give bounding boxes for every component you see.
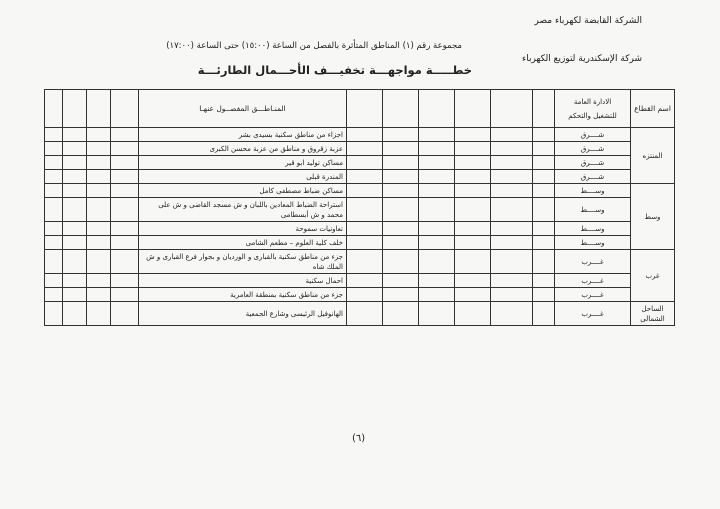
empty-cell [63, 142, 87, 156]
empty-cell [383, 288, 419, 302]
empty-cell [111, 222, 139, 236]
empty-cell [111, 274, 139, 288]
table-row [45, 302, 675, 326]
header-sector: اسم القطاع [631, 90, 675, 128]
empty-cell [455, 142, 491, 156]
admin-cell: شــــرق [555, 156, 631, 170]
empty-cell [455, 274, 491, 288]
empty-cell [87, 302, 111, 326]
area-cell: تعاونيات سموحة [139, 222, 347, 236]
area-cell: احمال سكنية [139, 274, 347, 288]
empty-cell [63, 222, 87, 236]
document-title: خطـــــة مواجهـــة تخفيـــف الأحـــمال الطارئـــة [197, 63, 472, 77]
empty-cell [383, 170, 419, 184]
empty-cell [533, 288, 555, 302]
empty-cell [347, 288, 383, 302]
empty-cell [491, 170, 533, 184]
empty-cell [491, 156, 533, 170]
header-blank [491, 90, 533, 128]
empty-cell [455, 250, 491, 274]
empty-cell [45, 288, 63, 302]
empty-cell [45, 222, 63, 236]
empty-cell [45, 302, 63, 326]
empty-cell [383, 156, 419, 170]
empty-cell [533, 198, 555, 222]
empty-cell [455, 198, 491, 222]
empty-cell [63, 198, 87, 222]
table-row [45, 288, 675, 302]
admin-cell: وســــط [555, 236, 631, 250]
empty-cell [419, 198, 455, 222]
empty-cell [87, 128, 111, 142]
empty-cell [45, 198, 63, 222]
empty-cell [87, 198, 111, 222]
admin-cell: شــــرق [555, 142, 631, 156]
empty-cell [491, 222, 533, 236]
empty-cell [533, 302, 555, 326]
empty-cell [455, 128, 491, 142]
area-cell: استراحة الضباط المعادين باللبان و ش مسجد القاضى و ش على محمد و ش أبسطامى [139, 198, 347, 222]
sector-name: غرب [631, 250, 675, 302]
empty-cell [63, 274, 87, 288]
empty-cell [111, 198, 139, 222]
empty-cell [455, 222, 491, 236]
empty-cell [533, 250, 555, 274]
empty-cell [347, 250, 383, 274]
empty-cell [87, 156, 111, 170]
table-row [45, 184, 675, 198]
admin-cell: غــــرب [555, 274, 631, 288]
empty-cell [491, 274, 533, 288]
area-cell: خلف كلية العلوم – مطعم الشامى [139, 236, 347, 250]
empty-cell [383, 184, 419, 198]
header-blank [45, 90, 63, 128]
area-cell: مساكن ضباط مصطفى كامل [139, 184, 347, 198]
empty-cell [63, 184, 87, 198]
empty-cell [45, 250, 63, 274]
empty-cell [45, 184, 63, 198]
admin-cell: وســــط [555, 222, 631, 236]
header-admin-line2: للتشغيل والتحكم [568, 111, 617, 120]
table-row [45, 156, 675, 170]
empty-cell [87, 142, 111, 156]
empty-cell [491, 128, 533, 142]
subsidiary-name: شركة الإسكندرية لتوزيع الكهرباء [521, 54, 642, 64]
empty-cell [87, 236, 111, 250]
admin-cell: غــــرب [555, 250, 631, 274]
empty-cell [533, 222, 555, 236]
empty-cell [419, 184, 455, 198]
load-shedding-table [44, 89, 675, 326]
table-row [45, 274, 675, 288]
empty-cell [45, 274, 63, 288]
header-blank [455, 90, 491, 128]
empty-cell [111, 184, 139, 198]
empty-cell [63, 170, 87, 184]
empty-cell [383, 128, 419, 142]
area-cell: المندرة قبلى [139, 170, 347, 184]
empty-cell [383, 274, 419, 288]
empty-cell [347, 274, 383, 288]
empty-cell [455, 236, 491, 250]
empty-cell [383, 222, 419, 236]
admin-cell: غــــرب [555, 288, 631, 302]
empty-cell [419, 236, 455, 250]
admin-cell: وســــط [555, 184, 631, 198]
empty-cell [45, 128, 63, 142]
admin-cell: غــــرب [555, 302, 631, 326]
empty-cell [383, 250, 419, 274]
area-cell: مساكن توليد ابو قير [139, 156, 347, 170]
empty-cell [419, 156, 455, 170]
empty-cell [111, 142, 139, 156]
empty-cell [87, 184, 111, 198]
header-areas: المنـاطـــق المفصــول عنهـا [139, 90, 347, 128]
header-blank [111, 90, 139, 128]
empty-cell [63, 288, 87, 302]
empty-cell [419, 274, 455, 288]
table-row [45, 250, 675, 274]
empty-cell [533, 142, 555, 156]
admin-cell: وســــط [555, 198, 631, 222]
empty-cell [419, 170, 455, 184]
empty-cell [87, 170, 111, 184]
sector-name: وسط [631, 184, 675, 250]
table-row [45, 222, 675, 236]
empty-cell [533, 236, 555, 250]
empty-cell [63, 250, 87, 274]
empty-cell [111, 128, 139, 142]
empty-cell [491, 250, 533, 274]
empty-cell [419, 288, 455, 302]
empty-cell [45, 236, 63, 250]
empty-cell [491, 302, 533, 326]
header-admin [555, 90, 631, 128]
empty-cell [87, 250, 111, 274]
empty-cell [419, 142, 455, 156]
table-body [45, 128, 675, 326]
empty-cell [455, 302, 491, 326]
header-blank [533, 90, 555, 128]
admin-cell: شــــرق [555, 170, 631, 184]
table-row [45, 198, 675, 222]
empty-cell [63, 302, 87, 326]
empty-cell [347, 236, 383, 250]
table-row [45, 128, 675, 142]
empty-cell [419, 128, 455, 142]
empty-cell [419, 250, 455, 274]
empty-cell [63, 128, 87, 142]
empty-cell [111, 288, 139, 302]
empty-cell [347, 198, 383, 222]
empty-cell [111, 250, 139, 274]
empty-cell [111, 156, 139, 170]
empty-cell [533, 274, 555, 288]
empty-cell [45, 170, 63, 184]
empty-cell [419, 222, 455, 236]
sector-name: الساحل الشمالى [631, 302, 675, 326]
header-blank [347, 90, 383, 128]
table-row [45, 236, 675, 250]
empty-cell [87, 274, 111, 288]
empty-cell [533, 156, 555, 170]
empty-cell [87, 288, 111, 302]
empty-cell [63, 236, 87, 250]
empty-cell [455, 288, 491, 302]
empty-cell [383, 236, 419, 250]
admin-cell: شــــرق [555, 128, 631, 142]
empty-cell [347, 302, 383, 326]
empty-cell [491, 184, 533, 198]
empty-cell [491, 198, 533, 222]
header-blank [87, 90, 111, 128]
area-cell: عزبة زقروق و مناطق من عزبة محسن الكبرى [139, 142, 347, 156]
header-admin-line1: الادارة العامة [573, 97, 612, 106]
empty-cell [111, 170, 139, 184]
empty-cell [383, 198, 419, 222]
empty-cell [491, 236, 533, 250]
sector-name: المنتزه [631, 128, 675, 184]
empty-cell [347, 128, 383, 142]
empty-cell [383, 302, 419, 326]
empty-cell [45, 142, 63, 156]
area-cell: جزء من مناطق سكنية بالقبارى و الوردیان و بجوار فرع القبارى و ش الملك شاه [139, 250, 347, 274]
empty-cell [533, 184, 555, 198]
area-cell: الهانوفيل الرئيسى وشارع الجمعية [139, 302, 347, 326]
empty-cell [455, 170, 491, 184]
table-row [45, 142, 675, 156]
area-cell: اجزاء من مناطق سكنية بسيدى بشر [139, 128, 347, 142]
empty-cell [491, 142, 533, 156]
empty-cell [533, 128, 555, 142]
empty-cell [383, 142, 419, 156]
empty-cell [455, 156, 491, 170]
header-blank [383, 90, 419, 128]
header-blank [63, 90, 87, 128]
empty-cell [347, 222, 383, 236]
empty-cell [347, 184, 383, 198]
company-name: الشركة القابضة لكهرباء مصر [534, 16, 642, 26]
empty-cell [347, 170, 383, 184]
empty-cell [347, 142, 383, 156]
page-number: (٦) [352, 433, 366, 444]
empty-cell [347, 156, 383, 170]
empty-cell [533, 170, 555, 184]
empty-cell [111, 236, 139, 250]
empty-cell [63, 156, 87, 170]
empty-cell [491, 288, 533, 302]
empty-cell [87, 222, 111, 236]
empty-cell [419, 302, 455, 326]
area-cell: جزء من مناطق سكنية بمنطقة العامرية [139, 288, 347, 302]
group-line: مجموعة رقم (١) المناطق المتأثرة بالفصل من الساعة (١٥:٠٠) حتى الساعة (١٧:٠٠) [166, 41, 462, 51]
empty-cell [455, 184, 491, 198]
table-row [45, 170, 675, 184]
header-blank [419, 90, 455, 128]
empty-cell [111, 302, 139, 326]
empty-cell [45, 156, 63, 170]
